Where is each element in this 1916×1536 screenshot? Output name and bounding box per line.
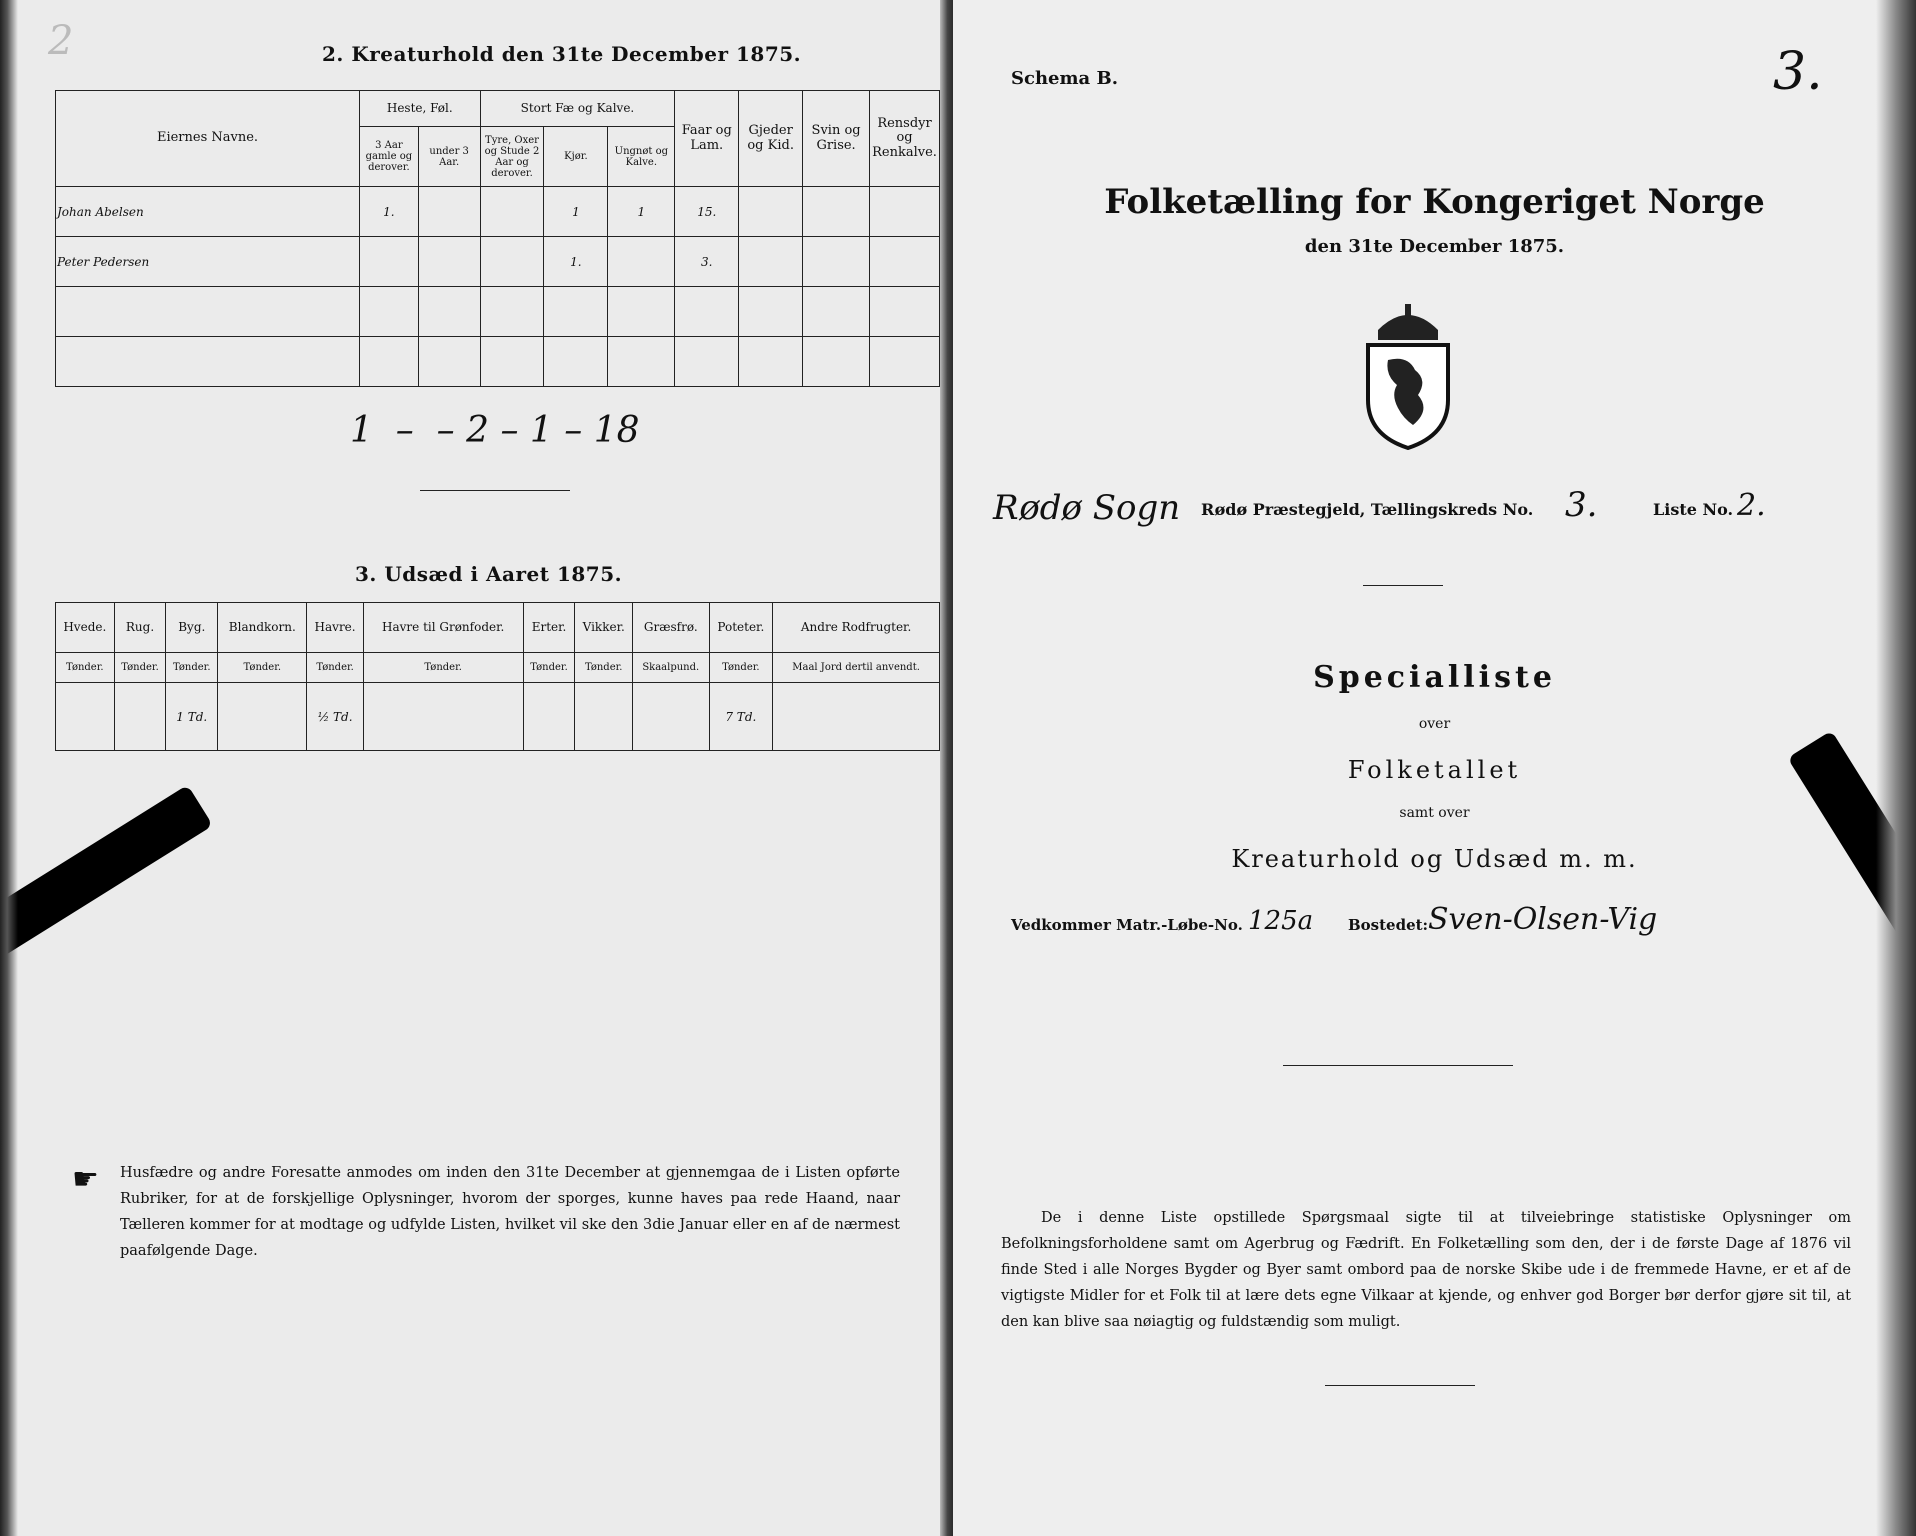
list-label: Liste No. bbox=[1653, 500, 1734, 519]
cows-value: 1. bbox=[544, 237, 608, 287]
divider bbox=[1283, 1065, 1513, 1066]
seed-value bbox=[218, 683, 307, 751]
reindeer-value bbox=[870, 237, 940, 287]
horses-3yr-value: 1. bbox=[360, 187, 419, 237]
bulls-value bbox=[480, 237, 544, 287]
left-page bbox=[0, 0, 953, 1536]
seed-unit: Tønder. bbox=[523, 653, 575, 683]
info-paragraph: De i denne Liste opstillede Spørgsmaal sigte til at tilveiebringe statistiske Oplysninger om Befolkningsforholdene samt om Agerbrug og Fædrift. En Folketælling som den, der i de første Dage af 1876 vil finde Sted i alle Norges Bygder og Byer samt ombord paa de norske Skibe ude i de fremmede Havne, er et af de vigtigste Midler for et Folk til at lære dets egne Vilkaar at kjende, og enhver god Borger bør derfor gjøre sit til, at den kan blive saa nøiagtig og fuldstændig som muligt. bbox=[1001, 1210, 1851, 1330]
owner-name: Peter Pedersen bbox=[56, 237, 360, 287]
seed-unit: Tønder. bbox=[114, 653, 166, 683]
census-title: Folketælling for Kongeriget Norge bbox=[1104, 182, 1765, 222]
folketallet-heading: Folketallet bbox=[1347, 756, 1522, 784]
seed-value bbox=[114, 683, 166, 751]
coat-of-arms-icon bbox=[1353, 300, 1463, 450]
district-number: 3. bbox=[1565, 485, 1598, 525]
table-row bbox=[56, 187, 940, 237]
sheep-header: Faar og Lam. bbox=[675, 91, 739, 187]
horses-under3-header: under 3 Aar. bbox=[418, 127, 480, 187]
page-corner-mark: 2 bbox=[48, 18, 74, 64]
seed-header: Byg. bbox=[166, 603, 218, 653]
right-page bbox=[953, 0, 1916, 1536]
seed-unit: Tønder. bbox=[575, 653, 633, 683]
seed-value: 1 Td. bbox=[166, 683, 218, 751]
seed-unit: Tønder. bbox=[709, 653, 773, 683]
seed-header: Andre Rodfrugter. bbox=[773, 603, 940, 653]
seed-header: Poteter. bbox=[709, 603, 773, 653]
pigs-value bbox=[803, 187, 870, 237]
goats-header: Gjeder og Kid. bbox=[739, 91, 803, 187]
list-number: 2. bbox=[1737, 488, 1766, 523]
bulls-value bbox=[480, 187, 544, 237]
seed-header: Rug. bbox=[114, 603, 166, 653]
seed-header: Græsfrø. bbox=[633, 603, 709, 653]
pigs-value bbox=[803, 237, 870, 287]
seed-unit: Tønder. bbox=[218, 653, 307, 683]
bosted-label: Bostedet: bbox=[1348, 916, 1429, 934]
owner-name: Johan Abelsen bbox=[56, 187, 360, 237]
bulls-header: Tyre, Oxer og Stude 2 Aar og derover. bbox=[480, 127, 544, 187]
bosted-value: Sven-Olsen-Vig bbox=[1428, 902, 1658, 937]
horses-under3-value bbox=[418, 237, 480, 287]
seed-value bbox=[363, 683, 523, 751]
pointing-hand-icon: ☛ bbox=[72, 1162, 99, 1197]
seed-value: 7 Td. bbox=[709, 683, 773, 751]
samt-over-text: samt over bbox=[1399, 805, 1470, 821]
horses-header: Heste, Føl. bbox=[360, 91, 481, 127]
table-row bbox=[56, 287, 940, 337]
seed-header: Erter. bbox=[523, 603, 575, 653]
notice-text: Husfædre og andre Foresatte anmodes om inden den 31te December at gjennemgaa de i Listen opførte Rubriker, for at de forskjellige Oplysninger, hvorom der sporges, kunne haves paa rede Haand, naar Tælleren kommer for at modtage og udfylde Listen, hvilket vil ske den 3die Januar eller en af de nærmest paafølgende Dage. bbox=[120, 1165, 900, 1259]
horses-3yr-header: 3 Aar gamle og derover. bbox=[360, 127, 419, 187]
livestock-table bbox=[55, 90, 940, 387]
seed-unit: Tønder. bbox=[166, 653, 218, 683]
matr-value: 125a bbox=[1248, 906, 1314, 936]
seed-unit: Skaalpund. bbox=[633, 653, 709, 683]
schema-label: Schema B. bbox=[1011, 68, 1118, 89]
owner-header: Eiernes Navne. bbox=[56, 91, 360, 187]
seed-header: Blandkorn. bbox=[218, 603, 307, 653]
seed-header: Hvede. bbox=[56, 603, 115, 653]
matr-label: Vedkommer Matr.-Løbe-No. bbox=[1011, 916, 1243, 934]
cows-value: 1 bbox=[544, 187, 608, 237]
cattle-header: Stort Fæ og Kalve. bbox=[480, 91, 675, 127]
calves-value: 1 bbox=[608, 187, 675, 237]
seed-table bbox=[55, 602, 940, 751]
kreaturhold-heading: Kreaturhold og Udsæd m. m. bbox=[1231, 845, 1638, 873]
seed-unit: Maal Jord dertil anvendt. bbox=[773, 653, 940, 683]
page-number: 3. bbox=[1773, 42, 1823, 102]
calves-value bbox=[608, 237, 675, 287]
seed-value bbox=[633, 683, 709, 751]
seed-header: Havre til Grønfoder. bbox=[363, 603, 523, 653]
section3-title: 3. Udsæd i Aaret 1875. bbox=[355, 562, 623, 586]
table-row bbox=[56, 237, 940, 287]
over-text: over bbox=[1418, 716, 1451, 732]
divider bbox=[420, 490, 570, 491]
reindeer-value bbox=[870, 187, 940, 237]
census-date: den 31te December 1875. bbox=[1304, 236, 1565, 257]
section2-title: 2. Kreaturhold den 31te December 1875. bbox=[322, 42, 802, 66]
seed-header: Havre. bbox=[307, 603, 363, 653]
divider bbox=[1325, 1385, 1475, 1386]
seed-header: Vikker. bbox=[575, 603, 633, 653]
goats-value bbox=[739, 187, 803, 237]
seed-unit: Tønder. bbox=[56, 653, 115, 683]
livestock-totals: 1 – – 2 – 1 – 18 bbox=[350, 410, 640, 451]
sheep-value: 3. bbox=[675, 237, 739, 287]
seed-value: ½ Td. bbox=[307, 683, 363, 751]
sheep-value: 15. bbox=[675, 187, 739, 237]
seed-value bbox=[523, 683, 575, 751]
seed-value bbox=[575, 683, 633, 751]
seed-value bbox=[56, 683, 115, 751]
calves-header: Ungnøt og Kalve. bbox=[608, 127, 675, 187]
parish-handwritten: Rødø Sogn bbox=[993, 488, 1181, 528]
horses-under3-value bbox=[418, 187, 480, 237]
seed-value bbox=[773, 683, 940, 751]
reindeer-header: Rensdyr og Renkalve. bbox=[870, 91, 940, 187]
binding-strap bbox=[0, 785, 213, 963]
district-prefix: Rødø Præstegjeld, Tællingskreds No. bbox=[1201, 500, 1534, 519]
table-row bbox=[56, 337, 940, 387]
seed-unit: Tønder. bbox=[363, 653, 523, 683]
divider bbox=[1363, 585, 1443, 586]
cows-header: Kjør. bbox=[544, 127, 608, 187]
horses-3yr-value bbox=[360, 237, 419, 287]
pigs-header: Svin og Grise. bbox=[803, 91, 870, 187]
specialliste-heading: Specialliste bbox=[1313, 660, 1556, 695]
seed-unit: Tønder. bbox=[307, 653, 363, 683]
goats-value bbox=[739, 237, 803, 287]
